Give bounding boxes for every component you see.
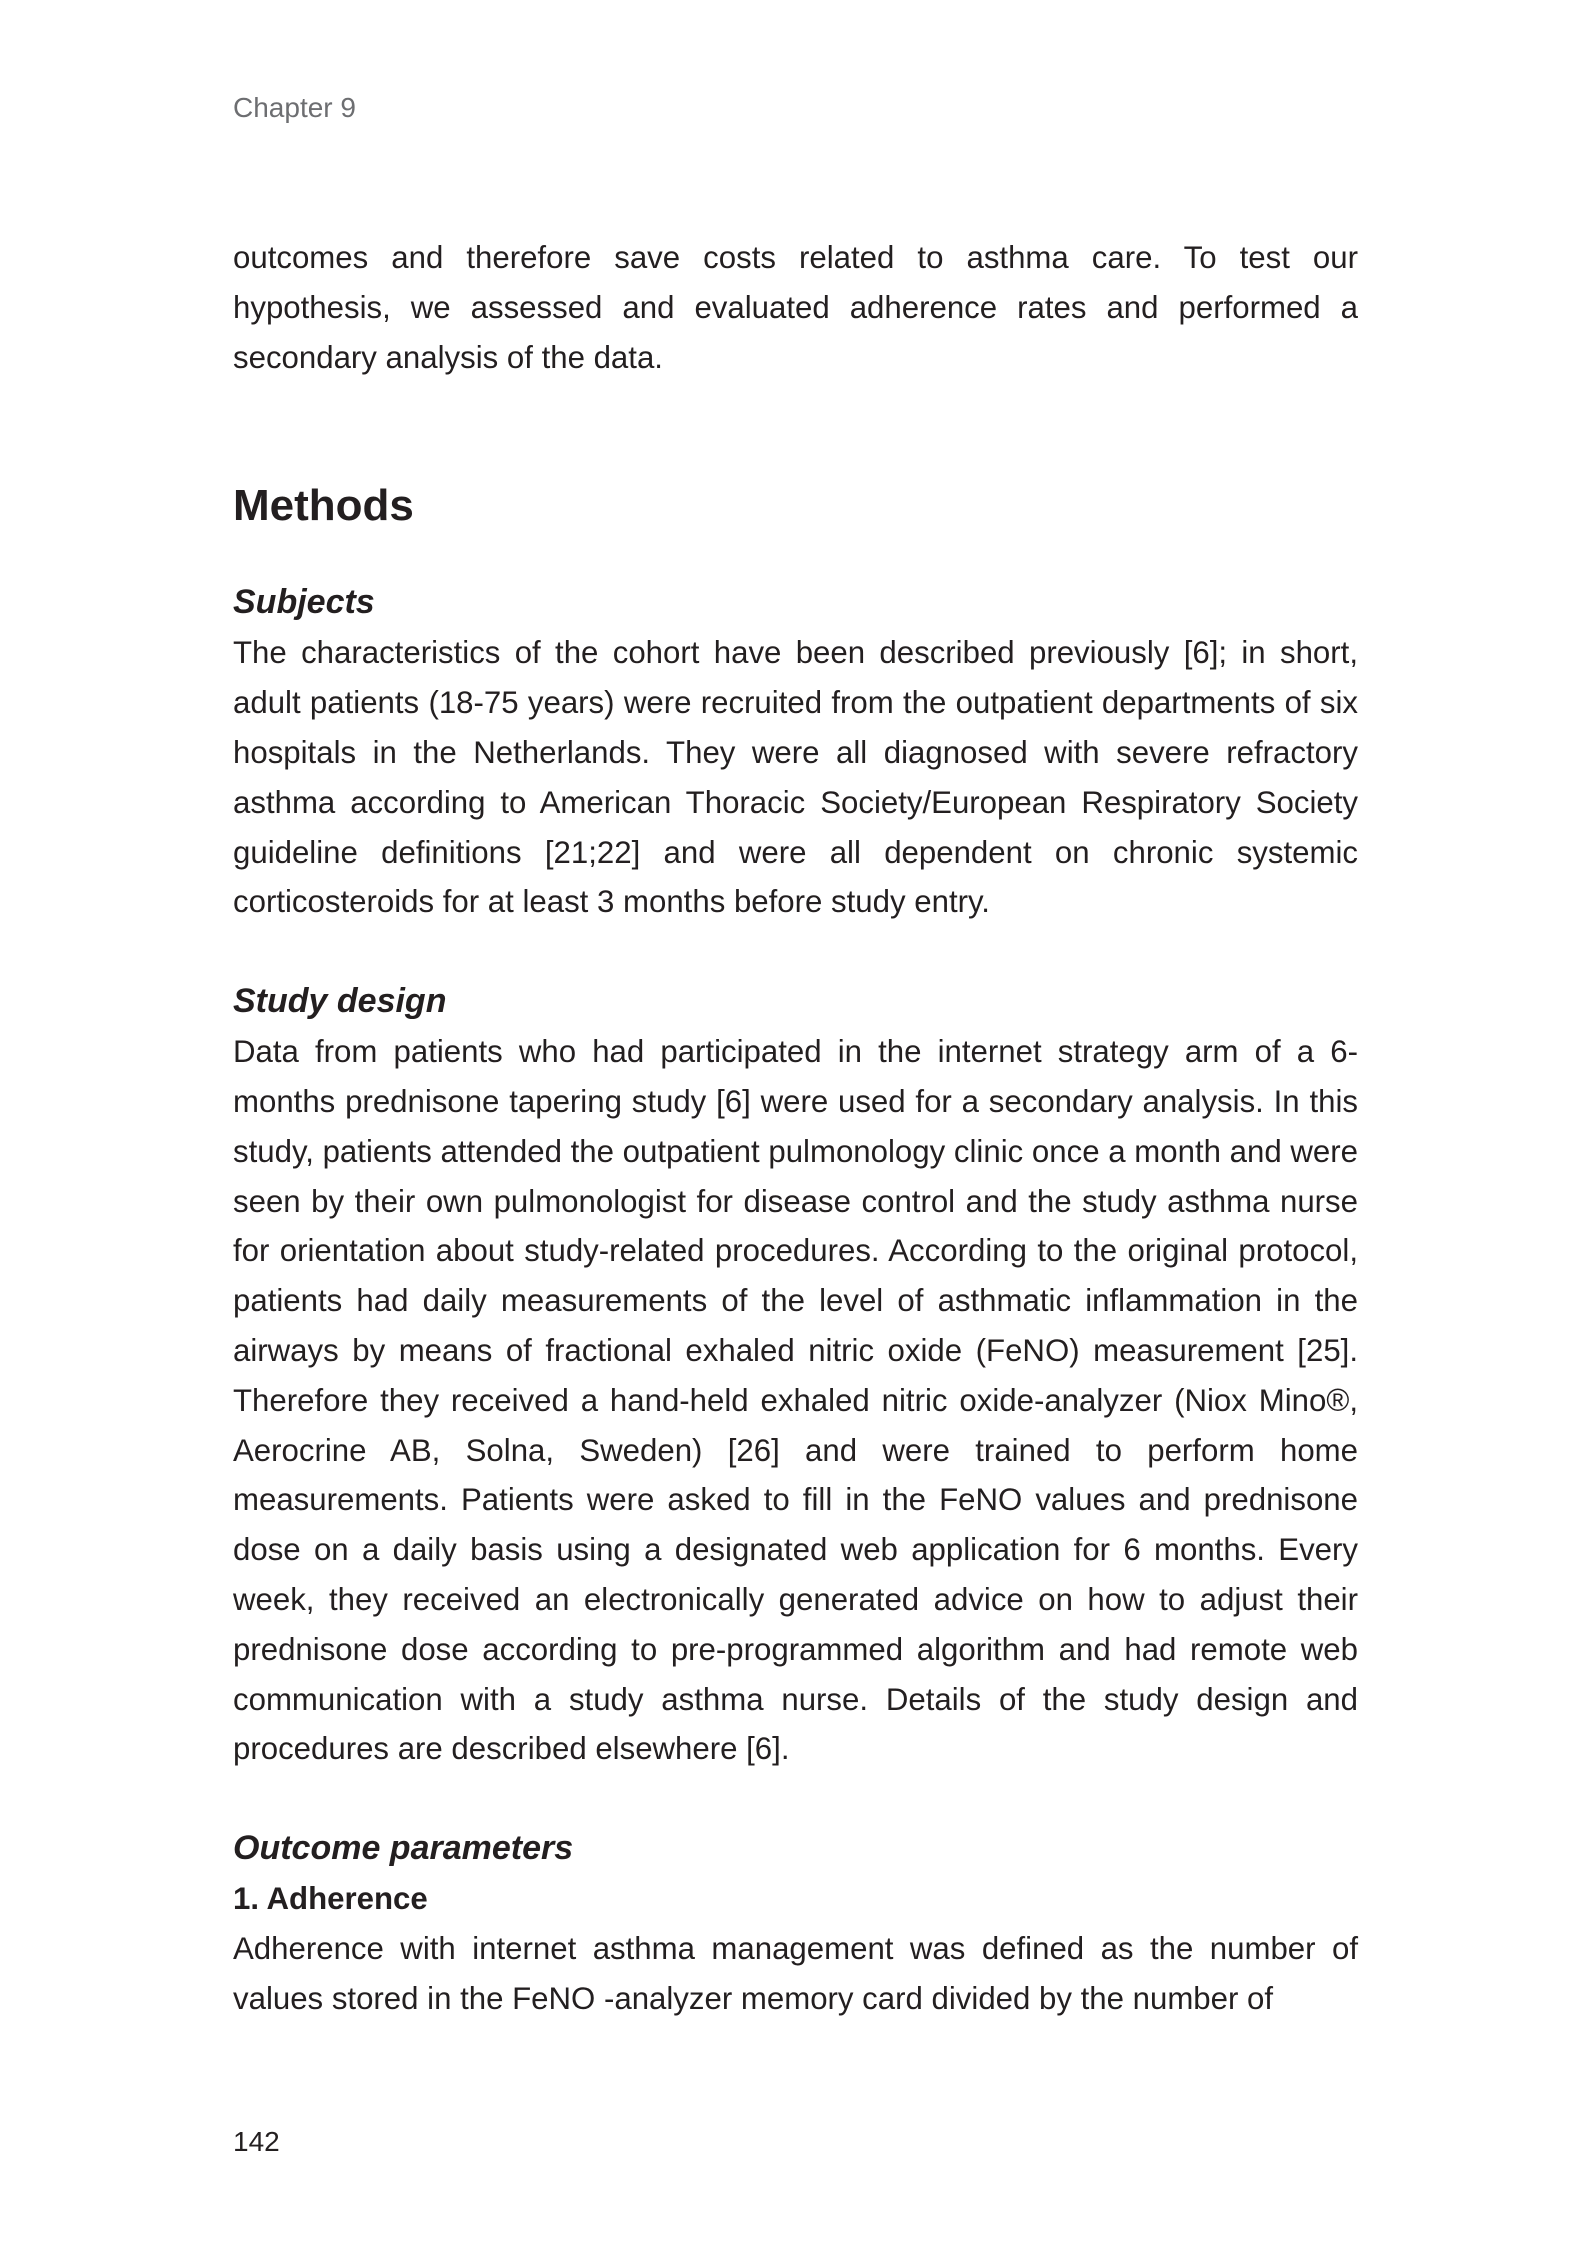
page-body [233,233,1358,2024]
subjects-heading: Subjects [233,583,375,622]
study-design-heading: Study design [233,982,447,1021]
adherence-paragraph: Adherence with internet asthma management was defined as the number of values stored in the FeNO -analyzer memory card divided by the number of [233,1931,1358,2016]
study-design-paragraph: Data from patients who had participated in the internet strategy arm of a 6-months prednisone tapering study [6] were used for a secondary analysis. In this study, patients attended the outpatient pulmonology clinic once a month and were seen by their own pulmonologist for disease control and the study asthma nurse for orientation about study-related procedures. According to the original protocol, patients had daily measurements of the level of asthmatic inflammation in the airways by means of fractional exhaled nitric oxide (FeNO) measurement [25]. Therefore they received a hand-held exhaled nitric oxide-analyzer (Niox Mino®, Aerocrine AB, Solna, Sweden) [26] and were trained to perform home measurements. Patients were asked to fill in the FeNO values and prednisone dose on a daily basis using a designated web application for 6 months. Every week, they received an electronically generated advice on how to adjust their prednisone dose according to pre-programmed algorithm and had remote web communication with a study asthma nurse. Details of the study design and procedures are described elsewhere [6]. [233,1034,1358,1767]
methods-heading: Methods [233,481,414,531]
running-head: Chapter 9 [233,92,356,123]
adherence-heading: 1. Adherence [233,1881,428,1917]
page-number: 142 [233,2126,280,2157]
outcome-parameters-heading: Outcome parameters [233,1829,574,1868]
subjects-paragraph: The characteristics of the cohort have been described previously [6]; in short, adult patients (18-75 years) were recruited from the outpatient departments of six hospitals in the Netherlands. They were all diagnosed with severe refractory asthma according to American Thoracic Society/European Respiratory Society guideline definitions [21;22] and were all dependent on chronic systemic corticosteroids for at least 3 months before study entry. [233,635,1358,920]
intro-paragraph: outcomes and therefore save costs related to asthma care. To test our hypothesis, we assessed and evaluated adherence rates and performed a secondary analysis of the data. [233,240,1358,375]
